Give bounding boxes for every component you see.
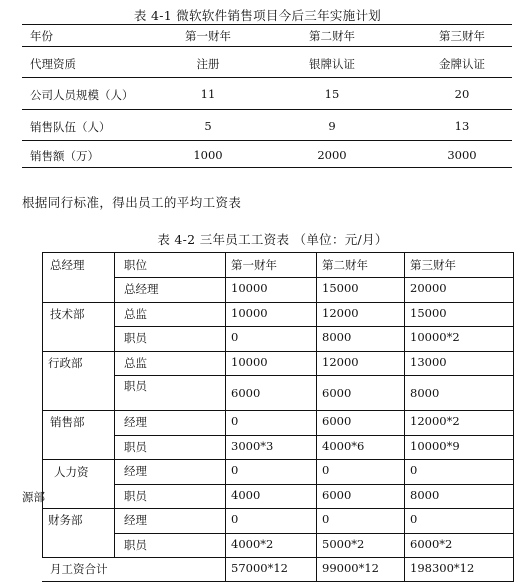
header-fy2: 第二财年	[309, 29, 355, 43]
table-cell: 0	[410, 463, 418, 477]
table-cell: 20000	[410, 281, 447, 295]
row-label: 公司人员规模（人）	[30, 88, 134, 102]
table-rule	[316, 252, 317, 581]
table-cell: 总经理	[124, 282, 159, 296]
total-cell: 57000*12	[231, 561, 288, 575]
table-rule	[42, 252, 43, 557]
table-rule	[513, 252, 514, 581]
table-cell: 12000	[322, 306, 359, 320]
table-rule	[22, 140, 512, 141]
dept-label-admin: 行政部	[48, 356, 83, 370]
table-cell: 0	[410, 512, 418, 526]
header-year: 年份	[30, 29, 53, 43]
table-rule	[114, 277, 514, 278]
table-cell: 15000	[322, 281, 359, 295]
table-cell: 0	[231, 463, 239, 477]
table-cell: 13000	[410, 355, 447, 369]
table-cell: 8000	[322, 330, 352, 344]
table-cell: 10000	[231, 355, 268, 369]
table-rule	[114, 326, 514, 327]
table-cell: 经理	[124, 464, 147, 478]
table-cell: 4000*2	[231, 537, 274, 551]
table-cell: 银牌认证	[309, 57, 355, 71]
table-cell: 12000	[322, 355, 359, 369]
table-cell: 1000	[193, 148, 223, 162]
row-label: 销售队伍（人）	[30, 120, 111, 134]
table-cell: 0	[322, 512, 330, 526]
table-rule	[22, 167, 512, 168]
table-cell: 4000*6	[322, 439, 365, 453]
row-label: 销售额（万）	[30, 149, 99, 163]
table-cell: 10000*9	[410, 439, 460, 453]
total-cell: 198300*12	[410, 561, 475, 575]
table-cell: 职员	[124, 379, 147, 393]
table-rule	[22, 109, 512, 110]
body-paragraph: 根据同行标准，得出员工的平均工资表	[22, 195, 242, 210]
table-rule	[42, 351, 514, 352]
table-cell: 6000	[322, 414, 352, 428]
table-rule	[22, 24, 512, 25]
plan-table	[22, 24, 512, 168]
table-cell: 0	[231, 414, 239, 428]
table-cell: 金牌认证	[439, 57, 485, 71]
header-fy1: 第一财年	[185, 29, 231, 43]
table-cell: 10000*2	[410, 330, 460, 344]
table-cell: 4000	[231, 488, 261, 502]
table-rule	[42, 459, 514, 460]
table-cell: 6000	[231, 386, 261, 400]
header-fy1: 第一财年	[231, 258, 277, 272]
table-cell: 经理	[124, 415, 147, 429]
table-rule	[114, 252, 115, 557]
table-cell: 10000	[231, 281, 268, 295]
table-cell: 5	[204, 119, 212, 133]
table-cell: 20	[454, 87, 470, 101]
total-label: 月工资合计	[50, 562, 108, 576]
table-rule	[114, 435, 514, 436]
table-rule	[114, 533, 514, 534]
table-rule	[42, 302, 514, 303]
table-cell: 8000	[410, 386, 440, 400]
table-rule	[42, 410, 514, 411]
table-rule	[42, 581, 514, 582]
table-cell: 总监	[124, 356, 147, 370]
table-rule	[42, 557, 514, 558]
dept-label-hr: 源部	[22, 490, 45, 504]
table-cell: 8000	[410, 488, 440, 502]
table-cell: 0	[322, 463, 330, 477]
table-cell: 6000*2	[410, 537, 453, 551]
total-cell: 99000*12	[322, 561, 379, 575]
table-rule	[22, 77, 512, 78]
table1-caption: 表 4-1 微软软件销售项目今后三年实施计划	[133, 8, 382, 23]
salary-table	[22, 252, 514, 582]
table-rule	[42, 252, 514, 253]
dept-label-finance: 财务部	[48, 513, 83, 527]
header-fy2: 第二财年	[322, 258, 368, 272]
header-fy3: 第三财年	[410, 258, 456, 272]
table-cell: 职员	[124, 489, 147, 503]
table2-caption: 表 4-2 三年员工工资表 （单位：元/月）	[157, 232, 388, 247]
table-cell: 总监	[124, 307, 147, 321]
table-cell: 2000	[317, 148, 347, 162]
table-rule	[42, 508, 514, 509]
table-cell: 9	[328, 119, 336, 133]
header-fy3: 第三财年	[439, 29, 485, 43]
dept-label-tech: 技术部	[50, 307, 85, 321]
table-cell: 6000	[322, 488, 352, 502]
table-cell: 11	[200, 87, 216, 101]
dept-label-gm: 总经理	[50, 258, 85, 272]
table-rule	[114, 484, 514, 485]
table-cell: 5000*2	[322, 537, 365, 551]
table-cell: 0	[231, 330, 239, 344]
table-rule	[225, 252, 226, 581]
header-position: 职位	[124, 258, 147, 272]
dept-label-hr: 人力资	[54, 465, 89, 479]
table-rule	[22, 46, 512, 47]
table-cell: 0	[231, 512, 239, 526]
table-rule	[404, 252, 405, 581]
table-cell: 经理	[124, 513, 147, 527]
table-cell: 3000*3	[231, 439, 274, 453]
table-cell: 13	[454, 119, 470, 133]
table-rule	[114, 375, 514, 376]
dept-label-sales: 销售部	[50, 415, 85, 429]
table-cell: 注册	[196, 57, 220, 71]
table-cell: 10000	[231, 306, 268, 320]
table-cell: 职员	[124, 331, 147, 345]
table-cell: 15	[324, 87, 340, 101]
table-cell: 6000	[322, 386, 352, 400]
table-cell: 15000	[410, 306, 447, 320]
table-cell: 12000*2	[410, 414, 460, 428]
table-cell: 职员	[124, 538, 147, 552]
table-cell: 职员	[124, 440, 147, 454]
table-cell: 3000	[447, 148, 477, 162]
row-label: 代理资质	[30, 57, 76, 71]
